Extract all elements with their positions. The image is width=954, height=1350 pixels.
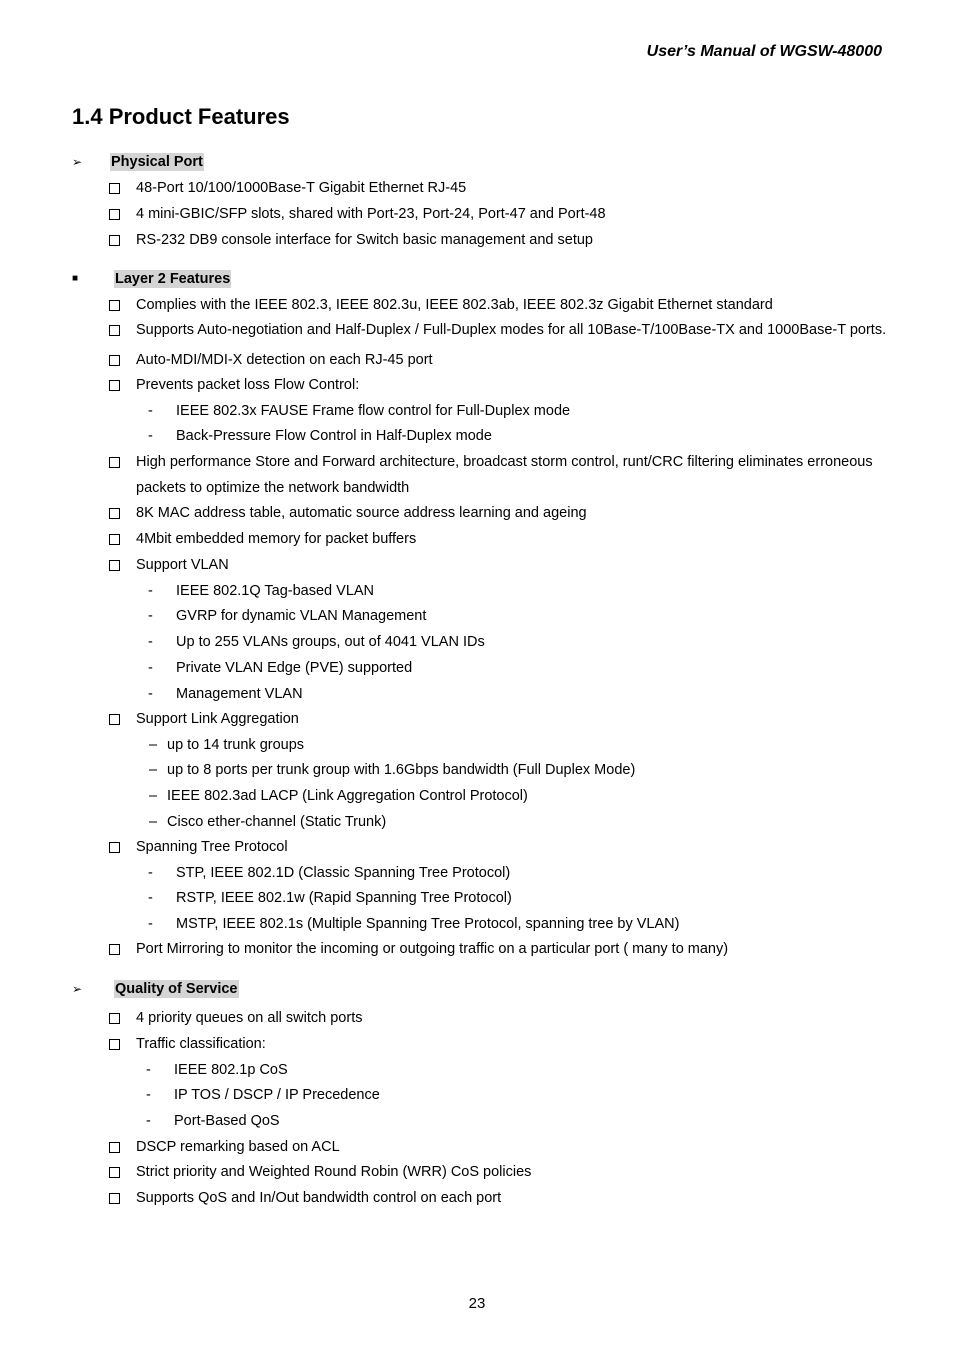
dash-bullet-icon: – — [149, 736, 158, 753]
checkbox-bullet-icon — [109, 534, 120, 545]
dash-bullet-icon: - — [148, 685, 153, 702]
sub-list-item: Back-Pressure Flow Control in Half-Duplex mode — [176, 428, 492, 445]
list-item: Supports QoS and In/Out bandwidth control on each port — [136, 1190, 502, 1206]
sub-list-item: Port-Based QoS — [174, 1113, 280, 1130]
square-bullet-icon: ■ — [72, 273, 79, 284]
checkbox-bullet-icon — [109, 714, 120, 725]
dash-bullet-icon: – — [149, 762, 158, 779]
dash-bullet-icon: - — [146, 1087, 151, 1104]
dash-bullet-icon: - — [148, 890, 153, 907]
section-title: 1.4 Product Features — [72, 104, 290, 129]
section-heading: Quality of Service — [115, 981, 238, 997]
sub-list-item: MSTP, IEEE 802.1s (Multiple Spanning Tree Protocol, spanning tree by VLAN) — [176, 916, 680, 933]
sub-list-item: Management VLAN — [176, 685, 303, 702]
checkbox-bullet-icon — [109, 380, 120, 391]
sub-list-item: GVRP for dynamic VLAN Management — [176, 608, 427, 625]
arrow-bullet-icon: ➢ — [72, 982, 83, 996]
list-item: 8K MAC address table, automatic source address learning and ageing — [136, 505, 587, 521]
list-item: Supports Auto-negotiation and Half-Duplex / Full-Duplex modes for all 10Base-T/100Base-TX and 1000Base-T ports. — [136, 322, 887, 338]
list-item: Prevents packet loss Flow Control: — [136, 377, 360, 393]
dash-bullet-icon: - — [148, 402, 153, 419]
page-number: 23 — [468, 1295, 486, 1312]
list-item: RS-232 DB9 console interface for Switch basic management and setup — [136, 232, 593, 248]
checkbox-bullet-icon — [109, 183, 120, 194]
sub-list-item: up to 14 trunk groups — [167, 736, 305, 753]
list-item: Auto-MDI/MDI-X detection on each RJ-45 port — [136, 352, 433, 368]
list-item: 48-Port 10/100/1000Base-T Gigabit Ethernet RJ-45 — [136, 180, 467, 196]
section-heading: Physical Port — [111, 154, 203, 170]
sub-list-item: IP TOS / DSCP / IP Precedence — [174, 1087, 380, 1104]
running-header: User’s Manual of WGSW-48000 — [646, 43, 882, 60]
checkbox-bullet-icon — [109, 325, 120, 336]
dash-bullet-icon: – — [149, 813, 158, 830]
checkbox-bullet-icon — [109, 1142, 120, 1153]
sub-list-item: Private VLAN Edge (PVE) supported — [176, 659, 413, 676]
list-item: High performance Store and Forward architecture, broadcast storm control, runt/CRC filtering eliminates erroneous — [136, 454, 873, 470]
list-item: Complies with the IEEE 802.3, IEEE 802.3u, IEEE 802.3ab, IEEE 802.3z Gigabit Ethernet standard — [136, 297, 773, 313]
sub-list-item: RSTP, IEEE 802.1w (Rapid Spanning Tree Protocol) — [176, 890, 512, 907]
checkbox-bullet-icon — [109, 1167, 120, 1178]
sub-list-item: STP, IEEE 802.1D (Classic Spanning Tree Protocol) — [176, 864, 511, 881]
checkbox-bullet-icon — [109, 235, 120, 246]
checkbox-bullet-icon — [109, 1013, 120, 1024]
dash-bullet-icon: - — [148, 634, 153, 651]
dash-bullet-icon: - — [148, 659, 153, 676]
checkbox-bullet-icon — [109, 300, 120, 311]
list-item: Support Link Aggregation — [136, 711, 299, 727]
list-item: Traffic classification: — [136, 1036, 266, 1052]
checkbox-bullet-icon — [109, 508, 120, 519]
list-item-continued: packets to optimize the network bandwidth — [136, 479, 410, 496]
section-heading: Layer 2 Features — [115, 271, 231, 287]
sub-list-item: Cisco ether-channel (Static Trunk) — [167, 813, 387, 830]
dash-bullet-icon: - — [148, 864, 153, 881]
arrow-bullet-icon: ➢ — [72, 155, 83, 169]
sub-list-item: IEEE 802.3ad LACP (Link Aggregation Control Protocol) — [167, 788, 528, 805]
list-item: 4 priority queues on all switch ports — [136, 1010, 363, 1026]
list-item: Support VLAN — [136, 557, 229, 573]
list-item: Port Mirroring to monitor the incoming or outgoing traffic on a particular port ( many to many) — [136, 941, 729, 957]
dash-bullet-icon: - — [148, 582, 153, 599]
dash-bullet-icon: – — [149, 788, 158, 805]
checkbox-bullet-icon — [109, 944, 120, 955]
checkbox-bullet-icon — [109, 209, 120, 220]
checkbox-bullet-icon — [109, 842, 120, 853]
dash-bullet-icon: - — [146, 1113, 151, 1130]
dash-bullet-icon: - — [148, 916, 153, 933]
checkbox-bullet-icon — [109, 560, 120, 571]
checkbox-bullet-icon — [109, 1193, 120, 1204]
sub-list-item: Up to 255 VLANs groups, out of 4041 VLAN IDs — [176, 634, 485, 651]
list-item: 4 mini-GBIC/SFP slots, shared with Port-23, Port-24, Port-47 and Port-48 — [136, 206, 606, 222]
checkbox-bullet-icon — [109, 355, 120, 366]
list-item: 4Mbit embedded memory for packet buffers — [136, 531, 417, 547]
dash-bullet-icon: - — [148, 428, 153, 445]
list-item: Spanning Tree Protocol — [136, 839, 288, 855]
checkbox-bullet-icon — [109, 1039, 120, 1050]
sub-list-item: IEEE 802.1Q Tag-based VLAN — [176, 582, 375, 599]
list-item: DSCP remarking based on ACL — [136, 1139, 340, 1155]
sub-list-item: up to 8 ports per trunk group with 1.6Gbps bandwidth (Full Duplex Mode) — [167, 762, 636, 779]
dash-bullet-icon: - — [148, 608, 153, 625]
sub-list-item: IEEE 802.3x FAUSE Frame flow control for Full-Duplex mode — [176, 402, 571, 419]
dash-bullet-icon: - — [146, 1061, 151, 1078]
sub-list-item: IEEE 802.1p CoS — [174, 1061, 288, 1078]
list-item: Strict priority and Weighted Round Robin (WRR) CoS policies — [136, 1164, 532, 1180]
checkbox-bullet-icon — [109, 457, 120, 468]
